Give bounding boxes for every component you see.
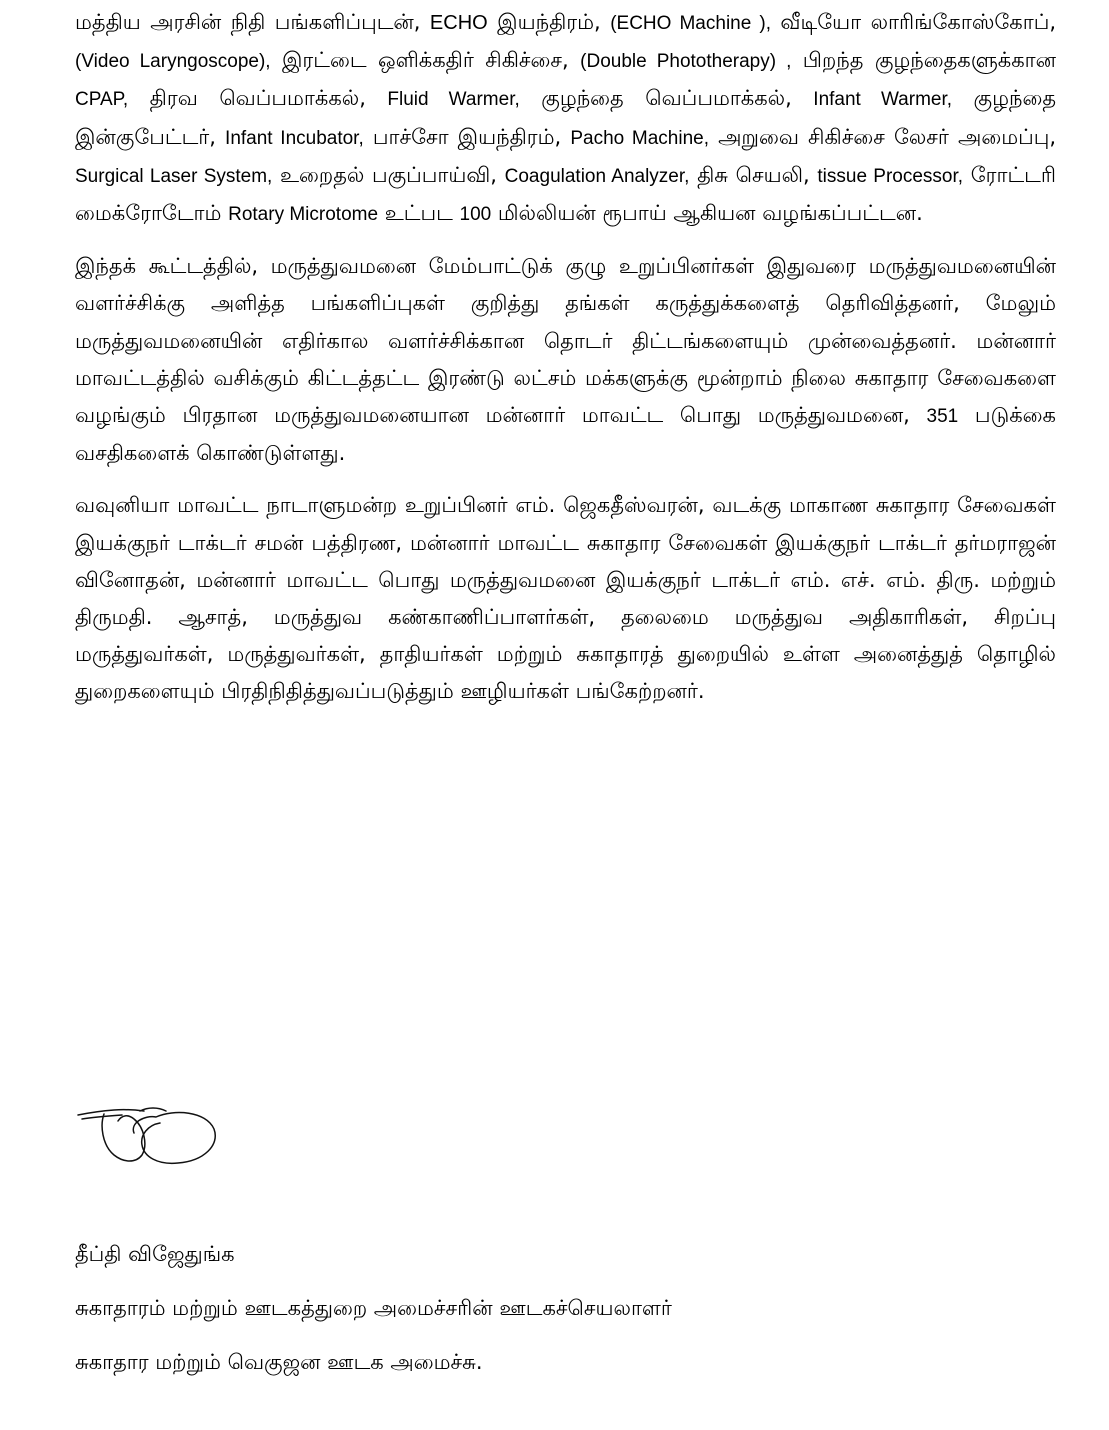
- tamil-text-run: குழந்தை இன்குபேட்டர்,: [75, 86, 1057, 149]
- latin-text-run: ECHO: [429, 12, 488, 34]
- latin-text-run: 351: [926, 406, 959, 428]
- paragraph-equipment: [75, 4, 1056, 233]
- latin-text-run: Infant Incubator,: [225, 127, 364, 149]
- latin-text-run: Surgical Laser System,: [75, 165, 273, 187]
- handwritten-signature: [74, 1093, 219, 1168]
- tamil-text-run: பாச்சோ இயந்திரம்,: [363, 124, 571, 149]
- tamil-text-run: வீடியோ லாரிங்கோஸ்கோப்,: [770, 10, 1056, 34]
- document-body: [75, 4, 1056, 711]
- latin-text-run: (ECHO Machine ),: [610, 13, 771, 34]
- signature-block: [75, 1236, 1056, 1380]
- latin-text-run: Fluid Warmer,: [387, 89, 520, 111]
- tamil-text-run: உட்பட: [378, 201, 460, 226]
- latin-text-run: Rotary Microtome: [228, 204, 379, 226]
- latin-text-run: Pacho Machine,: [570, 127, 709, 149]
- tamil-text-run: இரட்டை ஒளிக்கதிர் சிகிச்சை,: [270, 48, 581, 73]
- latin-text-run: Infant Warmer,: [813, 89, 953, 111]
- tamil-text-run: இந்தக் கூட்டத்தில், மருத்துவமனை மேம்பாட்டுக் குழு உறுப்பினர்கள் இதுவரை மருத்துவமனையின் வளர்ச்சிக்கு அளித்த பங்களிப்புகள் குறித்து தங்கள் கருத்துக்களைத் தெரிவித்தனர், மேலும் மருத்துவமனையின் எதிர்கால வளர்ச்சிக்கான தொடர் திட்டங்களையும் முன்வைத்தனர். மன்னார் மாவட்டத்தில் வசிக்கும் கிட்டத்தட்ட இரண்டு லட்சம் மக்களுக்கு மூன்றாம் நிலை சுகாதார சேவைகளை வழங்கும் பிரதான மருத்துவமனையான மன்னார் மாவட்ட பொது மருத்துவமனை,: [75, 254, 1056, 428]
- tamil-text-run: பிறந்த குழந்தைகளுக்கான: [791, 48, 1057, 73]
- tamil-text-run: திரவ வெப்பமாக்கல்,: [128, 86, 388, 111]
- latin-text-run: (Double Phototherapy) ,: [580, 51, 792, 73]
- latin-text-run: tissue Processor,: [817, 165, 964, 187]
- tamil-text-run: மில்லியன் ரூபாய் ஆகியன வழங்கப்பட்டன.: [491, 201, 923, 226]
- latin-text-run: Coagulation Analyzer,: [504, 165, 690, 187]
- latin-text-run: (Video Laryngoscope),: [75, 51, 271, 73]
- tamil-text-run: படுக்கை வசதிகளைக் கொண்டுள்ளது.: [75, 403, 1056, 466]
- tamil-text-run: மத்திய அரசின் நிதி பங்களிப்புடன்,: [75, 10, 430, 34]
- tamil-text-run: வவுனியா மாவட்ட நாடாளுமன்ற உறுப்பினர் எம். ஜெகதீஸ்வரன், வடக்கு மாகாண சுகாதார சேவைகள் இயக்குநர் டாக்டர் சமன் பத்திரண, மன்னார் மாவட்ட சுகாதார சேவைகள் இயக்குநர் டாக்டர் தர்மராஜன் வினோதன், மன்னார் மாவட்ட பொது மருத்துவமனை இயக்குநர் டாக்டர் எம். எச். எம். திரு. மற்றும் திருமதி. ஆசாத், மருத்துவ கண்காணிப்பாளர்கள், தலைமை மருத்துவ அதிகாரிகள், சிறப்பு மருத்துவர்கள், மருத்துவர்கள், தாதியர்கள் மற்றும் சுகாதாரத் துறையில் உள்ள அனைத்துத் தொழில் துறைகளையும் பிரதிநிதித்துவப்படுத்தும் ஊழியர்கள் பங்கேற்றனர்.: [75, 493, 1056, 704]
- tamil-text-run: இயந்திரம்,: [487, 10, 611, 34]
- latin-text-run: CPAP,: [75, 89, 129, 111]
- paragraph-meeting: [75, 248, 1056, 472]
- tamil-text-run: அறுவை சிகிச்சை லேசர் அமைப்பு,: [709, 124, 1057, 149]
- signatory-title: சுகாதாரம் மற்றும் ஊடகத்துறை அமைச்சரின் ஊடகச்செயலாளர்: [75, 1296, 672, 1320]
- tamil-text-run: உறைதல் பகுப்பாய்வி,: [272, 162, 505, 187]
- latin-text-run: 100: [459, 204, 492, 226]
- tamil-text-run: குழந்தை வெப்பமாக்கல்,: [519, 86, 814, 111]
- tamil-text-run: திசு செயலி,: [689, 162, 818, 187]
- signatory-ministry: சுகாதார மற்றும் வெகுஜன ஊடக அமைச்சு.: [75, 1350, 483, 1374]
- tamil-text-run: ரோட்டரி மைக்ரோடோம்: [75, 162, 1057, 226]
- paragraph-attendees: [75, 487, 1056, 710]
- signatory-name: தீப்தி விஜேதுங்க: [75, 1242, 235, 1266]
